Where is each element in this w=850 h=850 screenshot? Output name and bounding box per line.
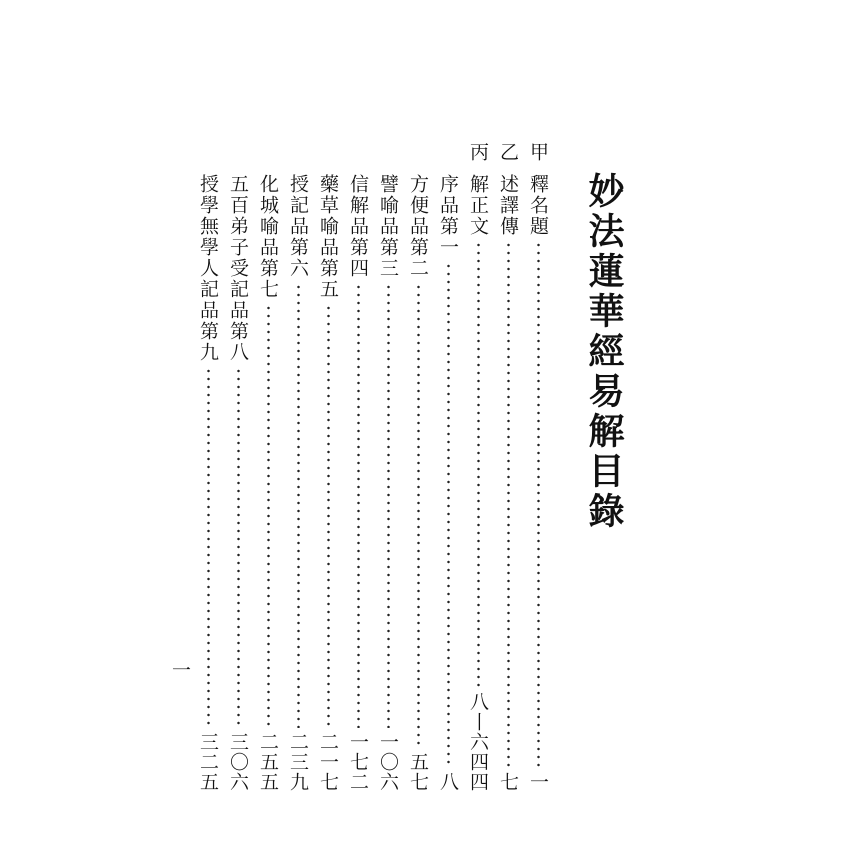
entry-label: 五百弟子受記品第八 [227, 174, 249, 363]
toc-entry[interactable] [314, 142, 342, 792]
entry-label: 化城喻品第七 [257, 174, 279, 300]
toc-entry[interactable] [404, 142, 432, 792]
dot-leader [447, 262, 450, 768]
section-marker: 甲 [527, 142, 549, 161]
dot-leader [327, 304, 330, 728]
entry-page: 七 [497, 772, 519, 792]
toc-entry[interactable] [194, 142, 222, 792]
entry-page: 二一七 [317, 732, 339, 792]
toc-entry[interactable] [284, 142, 312, 792]
entry-label: 信解品第四 [347, 174, 369, 279]
dot-leader [267, 304, 270, 728]
dot-leader [207, 367, 210, 728]
entry-page: 三二五 [197, 732, 219, 792]
dot-leader [477, 241, 480, 688]
toc-entry[interactable] [434, 142, 462, 792]
toc-entry[interactable] [344, 142, 372, 792]
toc-entry[interactable] [494, 142, 522, 792]
toc-entry[interactable] [464, 142, 492, 792]
entry-page: 三〇六 [227, 732, 249, 792]
toc-entry[interactable] [254, 142, 282, 792]
entry-label: 授記品第六 [287, 174, 309, 279]
entry-label: 釋名題 [527, 174, 549, 237]
dot-leader [507, 241, 510, 768]
entry-page: 五七 [407, 752, 429, 792]
entry-label: 譬喻品第三 [377, 174, 399, 279]
entry-page: 二三九 [287, 732, 309, 792]
dot-leader [387, 283, 390, 728]
entry-label: 序品第一 [437, 174, 459, 258]
entry-page: 一七二 [347, 732, 369, 792]
entry-page: 八 [437, 772, 459, 792]
entry-label: 方便品第二 [407, 174, 429, 279]
dot-leader [357, 283, 360, 728]
entry-label: 解正文 [467, 174, 489, 237]
page-number: 一 [169, 660, 191, 679]
document-title: 妙法蓮華經易解目錄 [583, 172, 625, 532]
entry-page: 一 [527, 772, 549, 792]
dot-leader [297, 283, 300, 728]
entry-page: 一〇六 [377, 732, 399, 792]
toc-entry[interactable] [374, 142, 402, 792]
entry-page: 八丨六四四 [467, 692, 489, 792]
toc-entry[interactable] [224, 142, 252, 792]
toc-entry[interactable] [524, 142, 552, 792]
section-marker: 乙 [497, 142, 519, 161]
entry-label: 授學無學人記品第九 [197, 174, 219, 363]
section-marker: 丙 [467, 142, 489, 161]
entry-page: 二五五 [257, 732, 279, 792]
dot-leader [417, 283, 420, 748]
entry-label: 藥草喻品第五 [317, 174, 339, 300]
entry-label: 述譯傳 [497, 174, 519, 237]
dot-leader [237, 367, 240, 728]
dot-leader [537, 241, 540, 768]
